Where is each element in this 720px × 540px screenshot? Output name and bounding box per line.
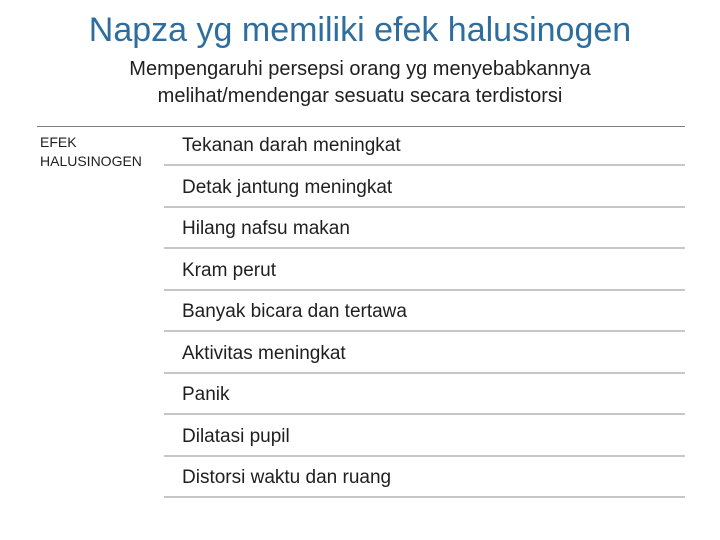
effect-item: Hilang nafsu makan: [164, 210, 685, 249]
effect-item: Detak jantung meningkat: [164, 169, 685, 208]
effects-list: [164, 127, 685, 501]
slide-subtitle: Mempengaruhi persepsi orang yg menyebabkannya melihat/mendengar sesuatu secara terdistorsi: [129, 58, 591, 107]
category-label: EFEK HALUSINOGEN: [40, 134, 142, 169]
effect-item: Banyak bicara dan tertawa: [164, 293, 685, 332]
effect-item: Dilatasi pupil: [164, 418, 685, 457]
effect-item: Aktivitas meningkat: [164, 335, 685, 374]
effect-item: Distorsi waktu dan ruang: [164, 459, 685, 498]
effect-item: Panik: [164, 376, 685, 415]
slide-title: Napza yg memiliki efek halusinogen: [88, 11, 632, 49]
effect-item: Tekanan darah meningkat: [164, 127, 685, 166]
effect-item: Kram perut: [164, 252, 685, 291]
